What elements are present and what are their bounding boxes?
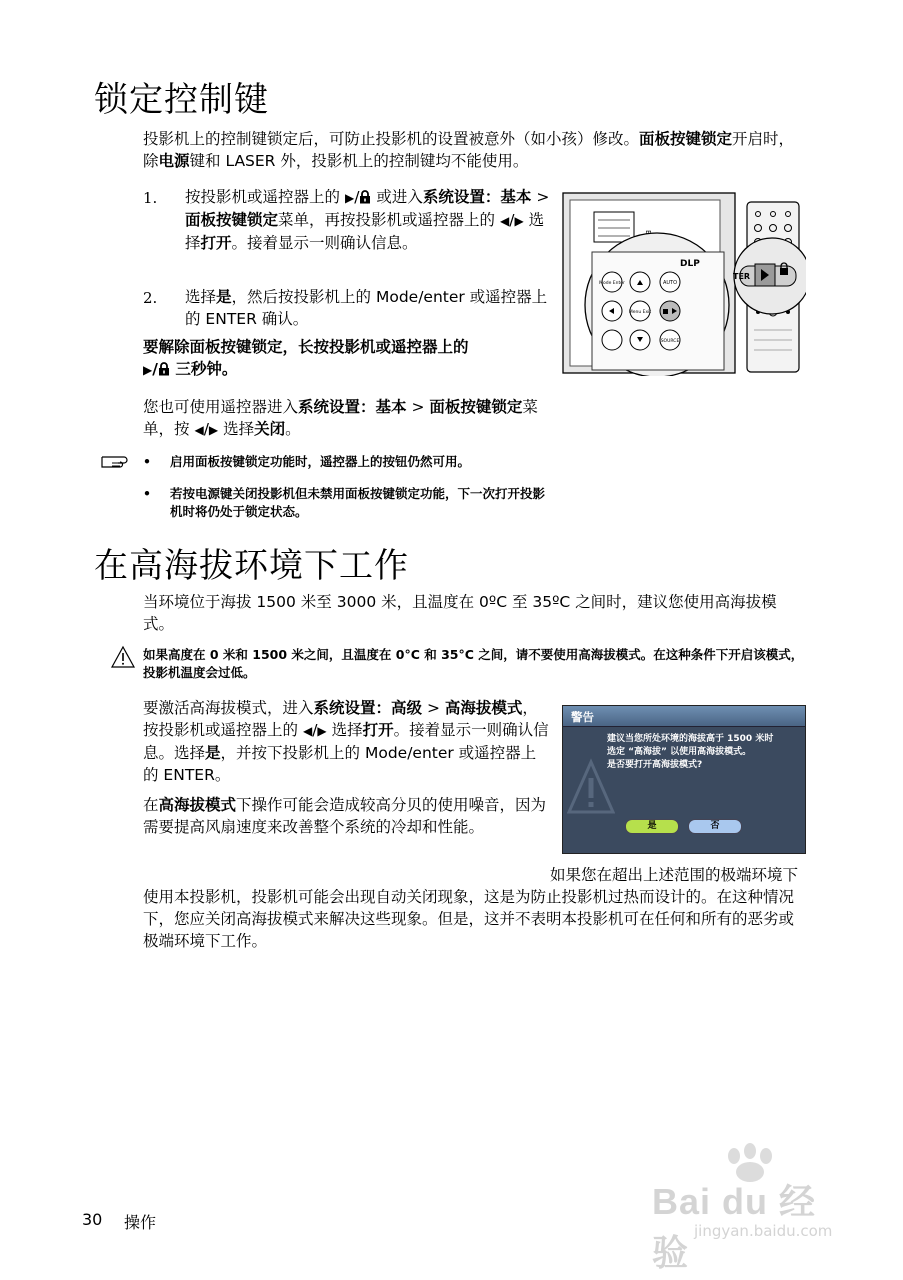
text: 在: [143, 796, 159, 814]
right-arrow-icon: ▶: [208, 423, 219, 437]
right-arrow-icon: ▶: [514, 214, 524, 228]
step-number: 2.: [143, 289, 158, 307]
text: 面板按键锁定: [429, 398, 523, 416]
text: 如果您在超出上述范围的极端环境下使用本投影机，投影机可能会出现自动关闭现象，这是为防止投影机过热而设计的。在这种情况下，您应关闭高海拔模式来解决这些现象。但是，这并不表明本投影机可在任何和所有的恶劣或极端环境下工作。: [143, 866, 799, 950]
activate-instruction: 要激活高海拔模式，进入系统设置：高级 > 高海拔模式，按投影机或遥控器上的 ◀/▶ 选择打开。接着显示一则确认信息。选择是，并按下投影机上的 Mode/enter 或遥控器上的 ENTER。: [143, 699, 549, 784]
text: ，按投影机或遥控器上的: [143, 699, 538, 739]
page-number: 30: [82, 1210, 103, 1229]
text: 。: [285, 420, 301, 438]
watermark-brand: Bai du 经验: [652, 1181, 817, 1273]
text: ，并按下投影机上的 Mode/enter 或遥控器上的 ENTER。: [143, 744, 537, 784]
text: 系统设置：高级: [313, 699, 423, 717]
text: >: [422, 699, 445, 717]
source-label: SOURCE: [660, 339, 680, 344]
text: 系统设置：基本: [298, 398, 407, 416]
text: 面板按键锁定: [185, 211, 279, 229]
altitude-warning: 如果高度在 0 米和 1500 米之间，且温度在 0°C 和 35°C 之间，请不要使用高海拔模式。在这种条件下开启该模式，投影机温度会过低。: [143, 647, 804, 680]
menu-exit-label: Menu Exit: [628, 310, 652, 315]
alt-unlock-text: 您也可使用遥控器进入系统设置：基本 > 面板按键锁定菜单，按 ◀/▶ 选择关闭。: [143, 398, 538, 438]
bullet: •: [143, 486, 151, 501]
text: 三秒钟。: [175, 360, 238, 378]
section-title-lock: 锁定控制键: [94, 80, 269, 120]
text: >: [406, 398, 430, 416]
text: 菜单，按: [143, 398, 538, 438]
right-arrow-icon: ▶: [317, 724, 327, 738]
text: 。接着显示一则确认信息。: [231, 234, 418, 252]
section-title-high-altitude: 在高海拔环境下工作: [94, 546, 409, 586]
high-altitude-dialog: [562, 705, 806, 854]
text: 或进入: [376, 188, 423, 206]
text: 高海拔模式: [444, 699, 523, 717]
dialog-title: 警告: [571, 710, 594, 724]
text: 高海拔模式: [158, 796, 237, 814]
note-lock-persists: 若按电源键关闭投影机但未禁用面板按键锁定功能，下一次打开投影机时将仍处于锁定状态。: [170, 486, 546, 519]
text: 电源: [158, 152, 190, 170]
step-number: 1.: [143, 189, 158, 207]
dialog-message: [607, 733, 773, 772]
text: 键和 LASER 外，投影机上的控制键均不能使用。: [189, 152, 529, 170]
text: 选择: [185, 288, 217, 306]
text: 按投影机或遥控器上的: [185, 188, 341, 206]
step-1-text: 按投影机或遥控器上的 ▶/ 或进入系统设置：基本 > 面板按键锁定菜单，再按投影机或遥控器上的 ◀/▶ 选择打开。接着显示一则确认信息。: [185, 188, 550, 252]
baidu-watermark: [652, 1142, 842, 1273]
dialog-line: 是否要打开高海拔模式?: [607, 760, 703, 770]
dialog-line: 选定 “高海拔” 以使用高海拔模式。: [607, 747, 752, 757]
text: 开启时，除: [143, 130, 795, 170]
lock-icon: [359, 188, 371, 206]
auto-label: AUTO: [662, 280, 678, 286]
text: 系统设置：基本: [422, 188, 532, 206]
footer-section: 操作: [124, 1213, 157, 1232]
text: 打开: [200, 234, 232, 252]
yes-button[interactable]: 是: [625, 819, 679, 834]
note-remote-works: 启用面板按键锁定功能时，遥控器上的按钮仍然可用。: [170, 454, 471, 469]
lock-icon: [158, 360, 170, 378]
text: 选择: [331, 721, 363, 739]
text: 关闭: [254, 420, 286, 438]
no-button[interactable]: 否: [688, 819, 742, 834]
text: ，然后按投影机上的 Mode/enter 或遥控器上的 ENTER 确认。: [185, 288, 548, 328]
text: 要解除面板按键锁定，长按投影机或遥控器上的: [143, 338, 469, 356]
power-button: [602, 330, 622, 350]
text: 要激活高海拔模式，进入: [143, 699, 314, 717]
noise-note: [143, 794, 550, 838]
mode-enter-label: Mode Enter: [599, 281, 625, 286]
text: >: [531, 188, 550, 206]
text: 选择: [223, 420, 255, 438]
left-arrow-icon: ◀: [302, 724, 313, 738]
right-arrow-icon: ▶: [344, 191, 355, 205]
left-arrow-icon: ◀: [194, 423, 204, 437]
text: 您也可使用遥控器进入: [143, 398, 299, 416]
dialog-line: 建议当您所处环境的海拔高于 1500 米时: [607, 734, 774, 744]
enter-label: TER: [733, 272, 751, 281]
lock-keys-figure: [562, 190, 806, 376]
left-arrow-icon: ◀: [499, 214, 510, 228]
text: 。接着显示一则确认信息。选择: [143, 721, 549, 762]
watermark-url: jingyan.baidu.com: [694, 1222, 833, 1240]
right-arrow-icon: ▶: [143, 363, 153, 377]
text: 下操作可能会造成较高分贝的使用噪音，因为需要提高风扇速度来改善整个系统的冷却和性能。: [143, 796, 547, 836]
extreme-environment-note: [143, 864, 805, 952]
unlock-instruction: 要解除面板按键锁定，长按投影机或遥控器上的 ▶/ 三秒钟。: [143, 338, 469, 378]
text: 选择: [185, 211, 545, 252]
step-2-text: [185, 286, 555, 330]
text: 是: [216, 288, 232, 306]
text: 面板按键锁定: [639, 130, 733, 148]
text: 投影机上的控制键锁定后，可防止投影机的设置被意外（如小孩）修改。: [143, 130, 640, 148]
lock-intro: [143, 128, 803, 172]
dialog-title-bar: [563, 706, 805, 727]
text: 打开: [362, 721, 394, 739]
altitude-intro: 当环境位于海拔 1500 米至 3000 米，且温度在 0ºC 至 35ºC 之间时，建议您使用高海拔模式。: [143, 593, 777, 633]
bullet: •: [143, 454, 151, 469]
warning-triangle-icon: [110, 645, 136, 673]
text: 是: [205, 744, 221, 762]
dlp-label: DLP: [680, 259, 700, 269]
text: 菜单，再按投影机或遥控器上的: [278, 211, 496, 229]
pointing-hand-icon: [100, 452, 138, 476]
